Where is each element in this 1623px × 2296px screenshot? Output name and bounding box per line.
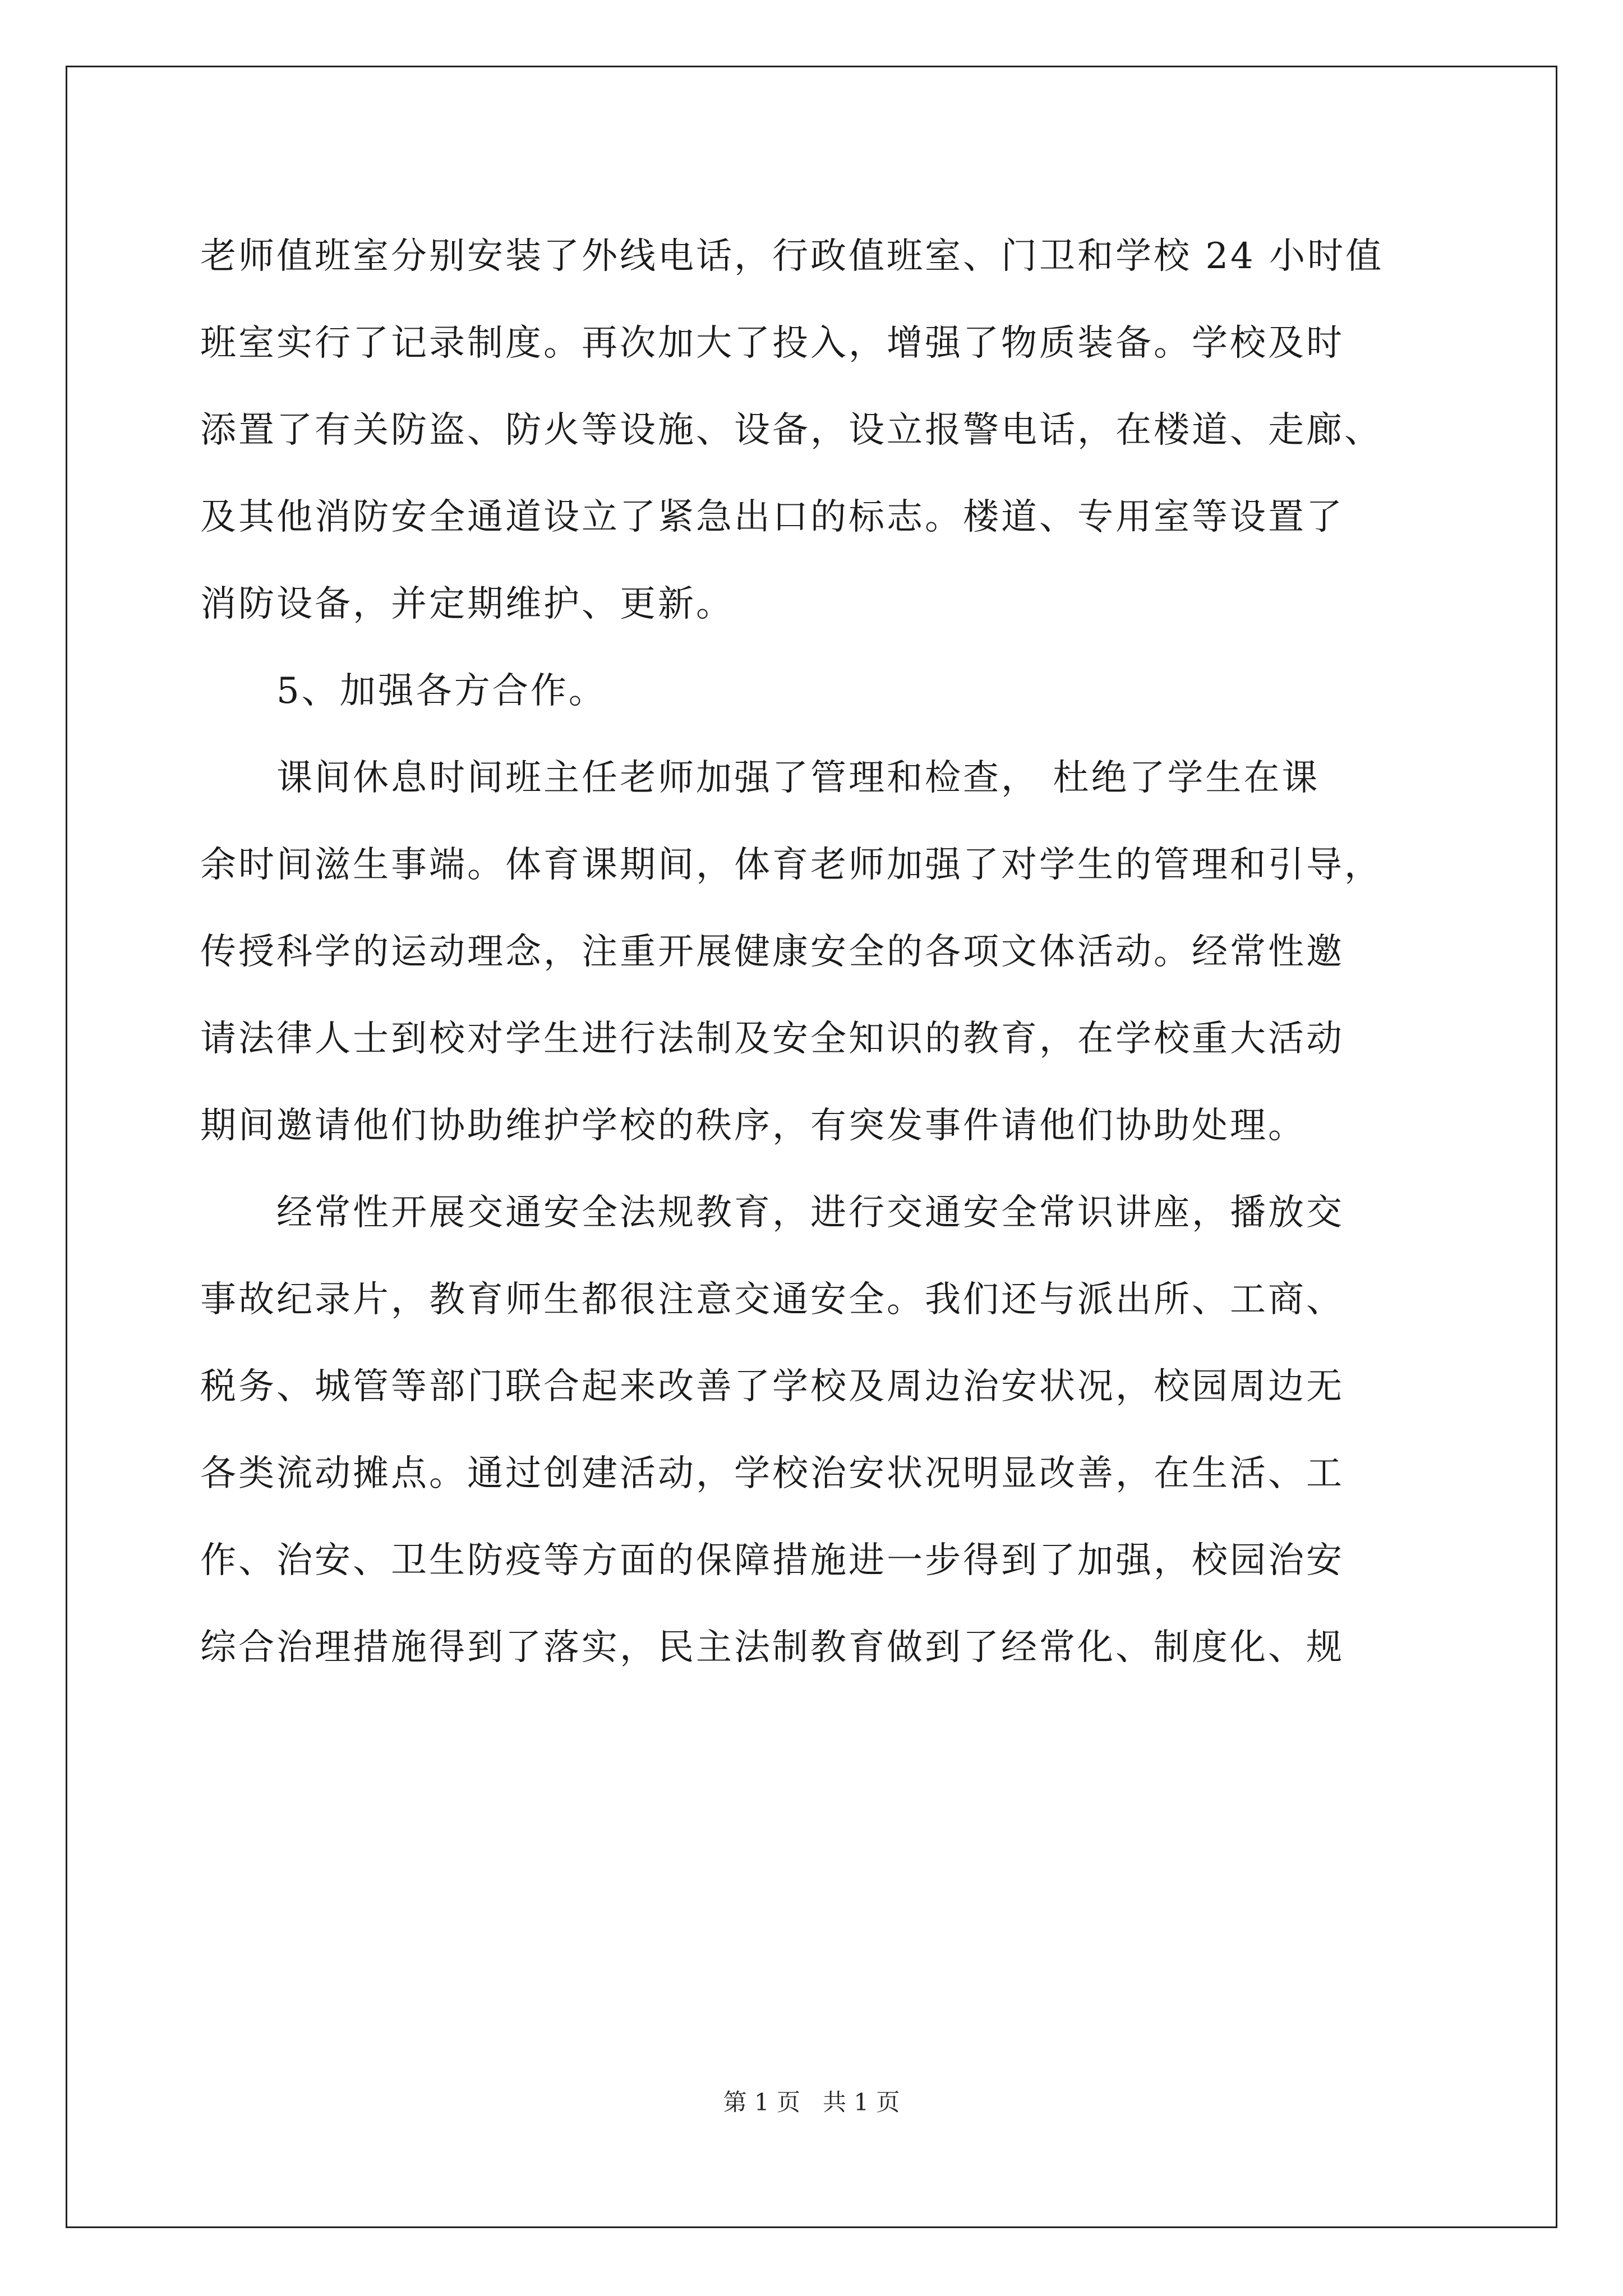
text-line: 经常性开展交通安全法规教育，进行交通安全常识讲座，播放交 [200, 1192, 1344, 1234]
text-line: 期间邀请他们协助维护学校的秩序，有突发事件请他们协助处理。 [200, 1105, 1306, 1147]
text-line: 老师值班室分别安装了外线电话，行政值班室、门卫和学校 24 小时值 [200, 236, 1384, 277]
text-line: 传授科学的运动理念，注重开展健康安全的各项文体活动。经常性邀 [200, 931, 1344, 973]
section-heading: 5、加强各方合作。 [200, 670, 607, 712]
text-line: 添置了有关防盗、防火等设施、设备，设立报警电话，在楼道、走廊、 [200, 409, 1382, 451]
page-total: 共 1 页 [823, 2088, 900, 2116]
document-body [200, 213, 1434, 1691]
page-number: 第 1 页 [723, 2088, 800, 2116]
text-line: 综合治理措施得到了落实，民主法制教育做到了经常化、制度化、规 [200, 1627, 1344, 1668]
text-line: 请法律人士到校对学生进行法制及安全知识的教育，在学校重大活动 [200, 1018, 1344, 1060]
text-line: 各类流动摊点。通过创建活动，学校治安状况明显改善，在生活、工 [200, 1453, 1344, 1494]
text-line: 税务、城管等部门联合起来改善了学校及周边治安状况，校园周边无 [200, 1366, 1344, 1407]
text-line: 余时间滋生事端。体育课期间，体育老师加强了对学生的管理和引导， [200, 844, 1382, 886]
text-line: 班室实行了记录制度。再次加大了投入，增强了物质装备。学校及时 [200, 323, 1344, 364]
text-line: 消防设备，并定期维护、更新。 [200, 583, 734, 625]
text-line: 及其他消防安全通道设立了紧急出口的标志。楼道、专用室等设置了 [200, 496, 1344, 538]
text-line: 事故纪录片，教育师生都很注意交通安全。我们还与派出所、工商、 [200, 1279, 1344, 1320]
page-footer [0, 2086, 1623, 2119]
text-line: 作、治安、卫生防疫等方面的保障措施进一步得到了加强，校园治安 [200, 1540, 1344, 1581]
text-line: 课间休息时间班主任老师加强了管理和检查， 杜绝了学生在课 [200, 757, 1320, 799]
